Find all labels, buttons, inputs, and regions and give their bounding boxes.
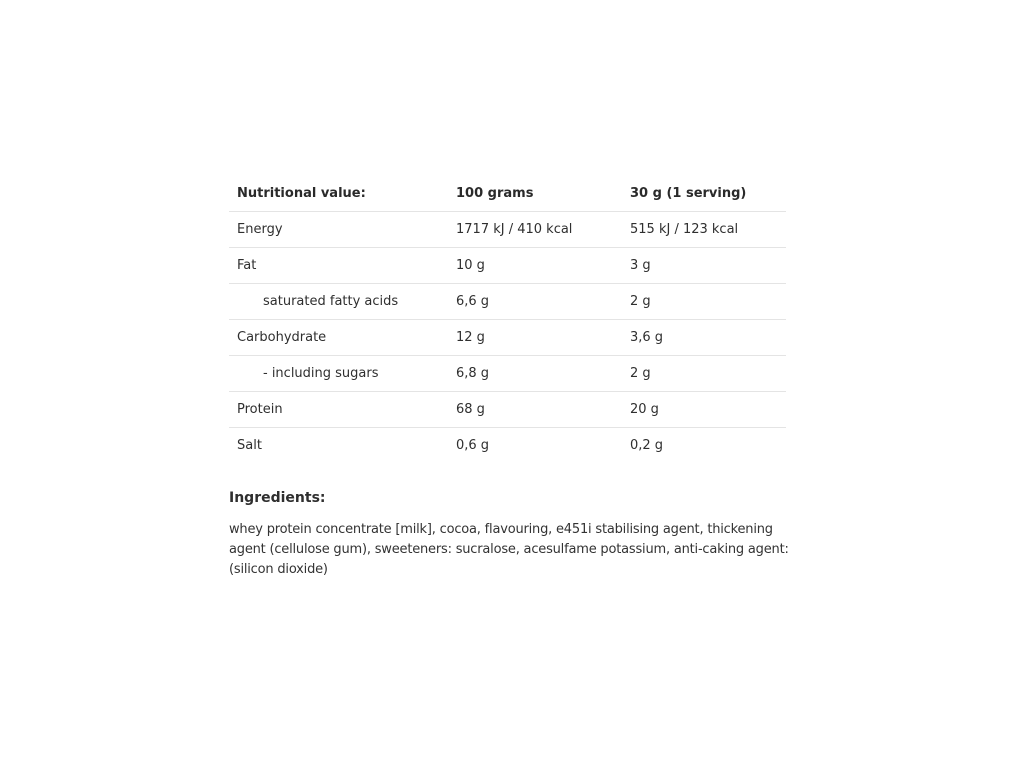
table-row [229, 284, 786, 320]
table-row [229, 356, 786, 392]
table-row [229, 428, 786, 464]
value-per-100g: 0,6 g [456, 438, 490, 453]
nutrient-label: Fat [229, 248, 448, 284]
value-per-serving: 3 g [622, 248, 786, 284]
table-row [229, 248, 786, 284]
header-per-100-grams: 100 grams [448, 176, 622, 212]
value-per-100g: 68 g [448, 392, 622, 428]
table-row [229, 320, 786, 356]
value-per-serving: 2 g [622, 284, 786, 320]
table-row [229, 392, 786, 428]
nutrient-label: Protein [229, 392, 448, 428]
value-per-100g: 6,6 g [448, 284, 622, 320]
ingredients-section [229, 488, 789, 580]
nutrient-label: Salt [237, 438, 262, 453]
header-per-serving: 30 g (1 serving) [622, 176, 786, 212]
value-per-serving: 3,6 g [622, 320, 786, 356]
nutrition-table [229, 176, 786, 463]
header-nutritional-value: Nutritional value: [229, 176, 448, 212]
ingredients-text: whey protein concentrate [milk], cocoa, flavouring, e451i stabilising agent, thickening agent (cellulose gum), sweeteners: sucralose, acesulfame potassium, anti-caking agent: (silicon dioxide) [229, 522, 789, 577]
nutrient-label: Energy [229, 212, 448, 248]
value-per-serving: 2 g [622, 356, 786, 392]
value-per-serving: 20 g [622, 392, 786, 428]
value-per-100g: 6,8 g [448, 356, 622, 392]
value-per-100g: 12 g [448, 320, 622, 356]
value-per-serving: 0,2 g [630, 438, 664, 453]
value-per-100g: 10 g [448, 248, 622, 284]
table-header-row [229, 176, 786, 212]
ingredients-heading: Ingredients: [229, 490, 326, 506]
value-per-serving: 515 kJ / 123 kcal [622, 212, 786, 248]
nutrition-table-section [229, 176, 786, 463]
nutrient-sub-label: - including sugars [229, 356, 448, 392]
nutrient-sub-label: saturated fatty acids [229, 284, 448, 320]
nutrient-label: Carbohydrate [229, 320, 448, 356]
value-per-100g: 1717 kJ / 410 kcal [448, 212, 622, 248]
table-row [229, 212, 786, 248]
